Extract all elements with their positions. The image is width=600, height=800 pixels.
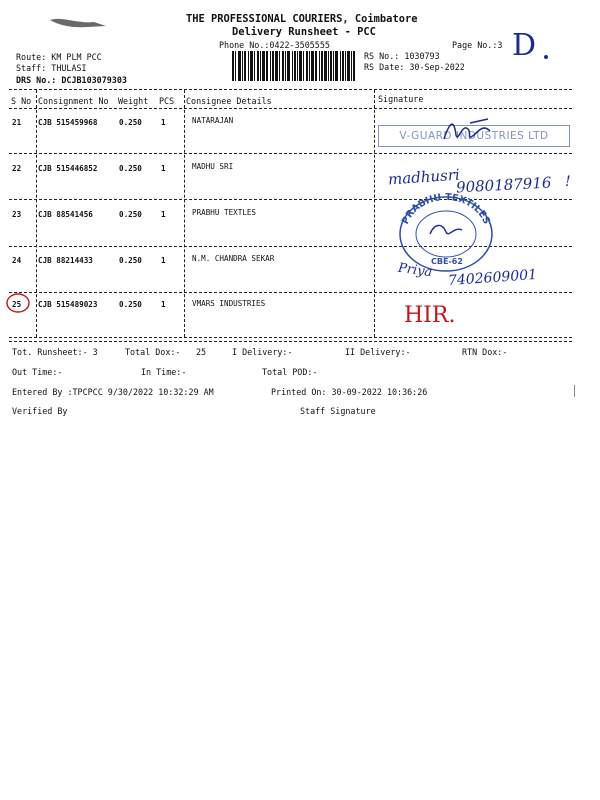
table-header-rule <box>9 108 572 109</box>
row-consignee: MADHU SRI <box>192 162 234 171</box>
table-top-rule <box>9 89 572 90</box>
i-delivery: I Delivery:- <box>232 347 293 357</box>
ii-delivery: II Delivery:- <box>345 347 411 357</box>
corner-mark: D <box>512 28 537 63</box>
header-pcs: PCS <box>159 96 175 106</box>
staff-info: Staff: THULASI <box>16 63 87 73</box>
row-sno: 22 <box>12 164 22 173</box>
header-consignment: Consignment No <box>38 96 109 106</box>
row-sno: 23 <box>12 210 22 219</box>
handwritten-phone: 9080187916 <box>455 173 552 197</box>
row-consignment: CJB 88214433 <box>38 256 93 265</box>
rs-number: RS No.: 1030793 <box>364 51 440 61</box>
ink-dot <box>544 55 548 59</box>
row-consignment: CJB 515446852 <box>38 164 98 173</box>
row-pcs: 1 <box>161 256 166 265</box>
phone-number: Phone No.:0422-3505555 <box>219 40 330 50</box>
red-handwritten-note: HIR. <box>404 303 456 328</box>
row-sno: 24 <box>12 256 22 265</box>
stamp-top-text: PRABHU TEXTILES <box>400 192 492 227</box>
row-weight: 0.250 <box>119 164 142 173</box>
page-number: Page No.:3 <box>452 40 503 50</box>
staff-signature-label: Staff Signature <box>300 406 376 416</box>
row-consignee: VMARS INDUSTRIES <box>192 299 266 308</box>
row-pcs: 1 <box>161 210 166 219</box>
row-consignment: CJB 515489023 <box>38 300 98 309</box>
row-pcs: 1 <box>161 118 166 127</box>
row-consignee: PRABHU TEXTLES <box>192 208 257 217</box>
handwritten-name: Priya <box>397 260 434 281</box>
red-circle-mark <box>4 291 34 315</box>
out-time: Out Time:- <box>12 367 63 377</box>
route-info: Route: KM PLM PCC <box>16 52 102 62</box>
in-time: In Time:- <box>141 367 187 377</box>
vguard-stamp: V-GUARD INDUSTRIES LTD <box>378 125 570 147</box>
row-pcs: 1 <box>161 164 166 173</box>
column-divider <box>36 90 37 337</box>
table-bottom-rule <box>9 337 572 338</box>
company-name: THE PROFESSIONAL COURIERS, Coimbatore <box>186 13 418 25</box>
rtn-dox: RTN Dox:- <box>462 347 508 357</box>
row-consignment: CJB 515459968 <box>38 118 98 127</box>
handwritten-signature <box>440 115 500 149</box>
handwritten-mark: ! <box>565 174 571 190</box>
header-sno: S No <box>11 96 32 106</box>
total-runsheet: Tot. Runsheet:- 3 <box>12 347 98 357</box>
row-sno: 25 <box>12 300 22 309</box>
handwritten-phone: 7402609001 <box>447 266 538 290</box>
header-signature: Signature <box>378 94 424 104</box>
rs-date: RS Date: 30-Sep-2022 <box>364 62 465 72</box>
header-weight: Weight <box>118 96 149 106</box>
row-weight: 0.250 <box>119 300 142 309</box>
row-consignee: NATARAJAN <box>192 116 234 125</box>
row-divider <box>9 292 572 293</box>
document-title: Delivery Runsheet - PCC <box>232 26 376 38</box>
row-weight: 0.250 <box>119 256 142 265</box>
row-pcs: 1 <box>161 300 166 309</box>
total-pod: Total POD:- <box>262 367 318 377</box>
scan-speck <box>574 385 575 397</box>
column-divider <box>374 90 375 337</box>
verified-by: Verified By <box>12 406 68 416</box>
total-dox-label: Total Dox:- <box>125 347 181 357</box>
row-consignment: CJB 88541456 <box>38 210 93 219</box>
printed-on: Printed On: 30-09-2022 10:36:26 <box>271 387 428 397</box>
column-divider <box>184 90 185 337</box>
row-sno: 21 <box>12 118 22 127</box>
scan-mark-graphic <box>48 14 110 32</box>
header-consignee: Consignee Details <box>186 96 272 106</box>
barcode-graphic <box>232 51 356 81</box>
entered-by: Entered By :TPCPCC 9/30/2022 10:32:29 AM <box>12 387 214 397</box>
drs-number: DRS No.: DCJB103079303 <box>16 75 127 85</box>
row-weight: 0.250 <box>119 118 142 127</box>
stamp-bottom-text: CBE-62 <box>431 257 463 266</box>
table-bottom-rule-double <box>9 341 572 342</box>
handwritten-name: madhusri <box>387 165 461 189</box>
row-divider <box>9 153 572 154</box>
row-weight: 0.250 <box>119 210 142 219</box>
row-consignee: N.M. CHANDRA SEKAR <box>192 254 275 263</box>
total-dox-value: 25 <box>196 347 207 357</box>
